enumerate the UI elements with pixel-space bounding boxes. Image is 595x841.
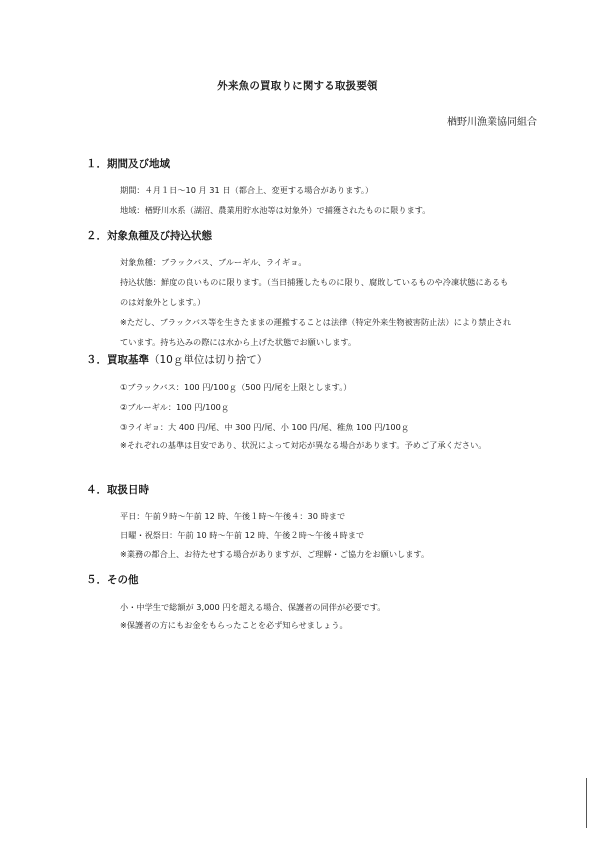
organization-name: 楢野川漁業協同組合 (447, 117, 537, 128)
section-5-heading: ５．その他 (86, 574, 139, 586)
section-3-heading-sub: （10ｇ単位は切り捨て） (149, 354, 268, 366)
section-2-heading: ２．対象魚種及び持込状態 (86, 230, 212, 242)
section-2-line-3: ※ただし、ブラックバス等を生きたままの運搬することは法律（特定外来生物被害防止法）により禁止されています。持ち込みの際には水から上げた状態でお願いします。 (120, 317, 512, 347)
section-3-heading (86, 352, 267, 367)
section-1-line-2: 地域：楢野川水系（湖沼、農業用貯水池等は対象外）で捕獲されたものに限ります。 (120, 205, 431, 215)
section-5-line-1: 小・中学生で総額が 3,000 円を超える場合、保護者の同伴が必要です。 (120, 602, 386, 612)
section-4-line-3: ※業務の都合上、お待たせする場合がありますが、ご理解・ご協力をお願いします。 (120, 549, 430, 559)
section-5-line-2: ※保護者の方にもお金をもらったことを必ず知らせましょう。 (120, 620, 348, 630)
document-title: 外来魚の買取りに関する取扱要領 (217, 80, 378, 92)
section-3-line-3: ③ライギョ：大 400 円/尾、中 300 円/尾、小 100 円/尾、稚魚 100 円/100ｇ (120, 422, 410, 432)
section-3-line-4: ※それぞれの基準は目安であり、状況によって対応が異なる場合があります。予めご了承ください。 (120, 440, 487, 450)
section-4-line-2: 日曜・祝祭日：午前 10 時〜午前 12 時、午後２時〜午後４時まで (120, 530, 365, 540)
section-4-line-1: 平日：午前９時〜午前 12 時、午後１時〜午後４：30 時まで (120, 511, 346, 521)
section-1-heading: １．期間及び地域 (86, 158, 170, 170)
section-4-heading: ４．取扱日時 (86, 484, 149, 496)
section-3-heading-main: ３．買取基準 (86, 354, 149, 366)
section-2-line-2: 持込状態：鮮度の良いものに限ります。（当日捕獲したものに限り、腐敗しているものや冷凍状態にあるものは対象外とします。） (120, 277, 509, 307)
section-3-line-2: ②ブルーギル：100 円/100ｇ (120, 402, 230, 412)
scan-edge-mark (586, 778, 587, 828)
section-2-line-1: 対象魚種：ブラックバス、ブルーギル、ライギョ。 (120, 257, 307, 267)
section-1-line-1: 期間：４月１日〜10 月 31 日（都合上、変更する場合があります。） (120, 185, 374, 195)
section-3-line-1: ①ブラックバス：100 円/100ｇ（500 円/尾を上限とします。） (120, 382, 352, 392)
